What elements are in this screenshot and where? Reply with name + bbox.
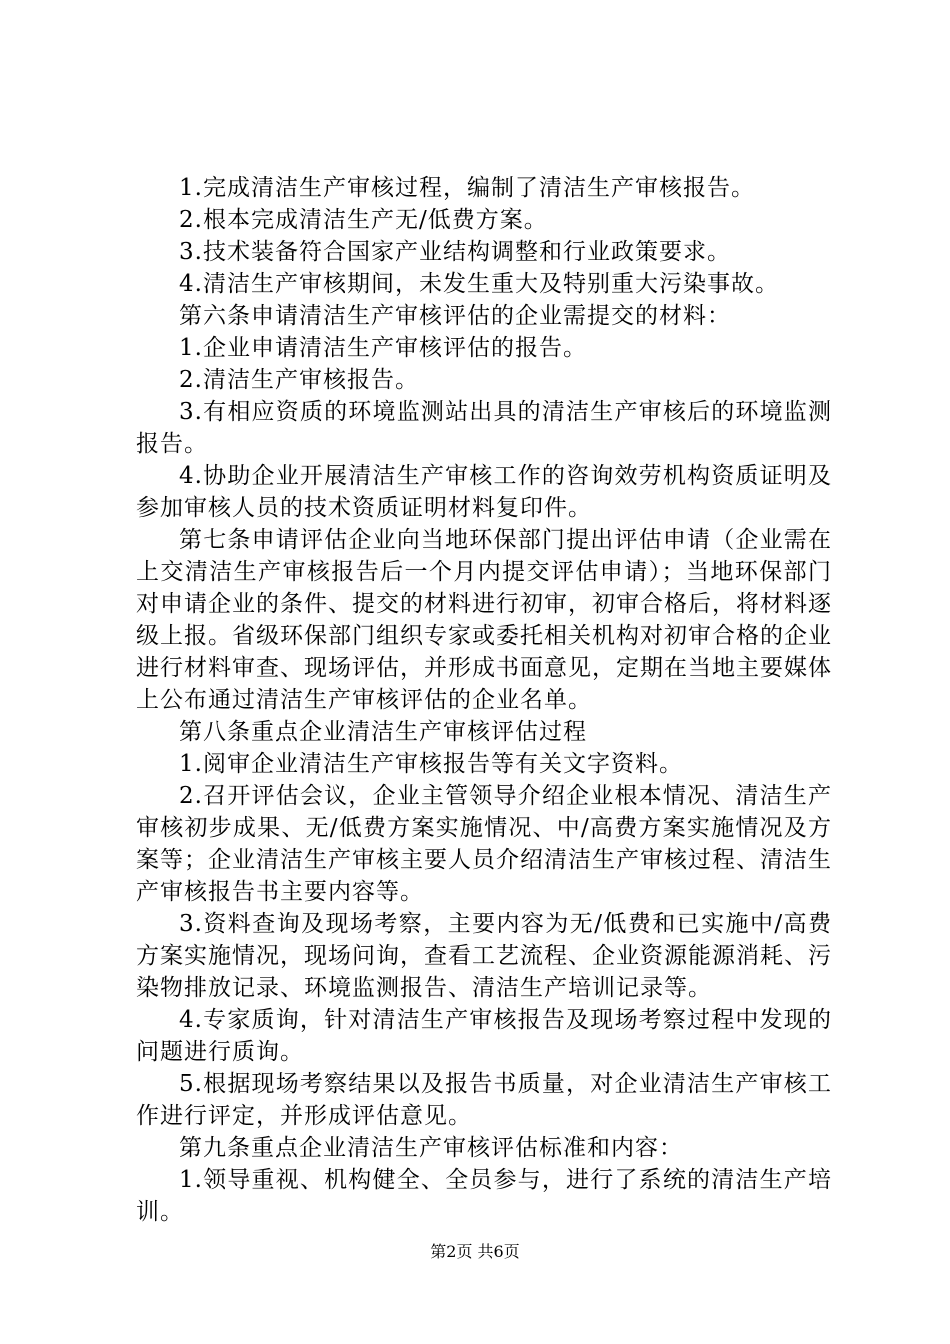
paragraph: 1.阅审企业清洁生产审核报告等有关文字资料。 — [179, 751, 683, 777]
paragraph: 4.专家质询，针对清洁生产审核报告及现场考察过程中发现的问题进行质询。 — [136, 1007, 832, 1065]
paragraph: 1.企业申请清洁生产审核评估的报告。 — [179, 335, 587, 361]
document-body — [0, 172, 950, 1228]
paragraph: 4.协助企业开展清洁生产审核工作的咨询效劳机构资质证明及参加审核人员的技术资质证明材料复印件。 — [136, 463, 832, 521]
paragraph: 3.资料查询及现场考察，主要内容为无/低费和已实施中/高费方案实施情况，现场问询，查看工艺流程、企业资源能源消耗、污染物排放记录、环境监测报告、清洁生产培训记录等。 — [136, 911, 832, 1001]
paragraph: 2.清洁生产审核报告。 — [179, 367, 419, 393]
paragraph: 3.技术装备符合国家产业结构调整和行业政策要求。 — [179, 239, 731, 265]
section-heading: 第七条申请评估企业向当地环保部门提出评估申请（企业需在上交清洁生产审核报告后一个月内提交评估申请）；当地环保部门对申请企业的条件、提交的材料进行初审，初审合格后，将材料逐级上报。省级环保部门组织专家或委托相关机构对初审合格的企业进行材料审查、现场评估，并形成书面意见，定期在当地主要媒体上公布通过清洁生产审核评估的企业名单。 — [136, 527, 832, 713]
paragraph: 1.领导重视、机构健全、全员参与，进行了系统的清洁生产培训。 — [136, 1167, 832, 1225]
paragraph: 5.根据现场考察结果以及报告书质量，对企业清洁生产审核工作进行评定，并形成评估意见。 — [136, 1071, 832, 1129]
section-heading: 第六条申请清洁生产审核评估的企业需提交的材料： — [179, 303, 731, 329]
paragraph: 2.召开评估会议，企业主管领导介绍企业根本情况、清洁生产审核初步成果、无/低费方案实施情况、中/高费方案实施情况及方案等；企业清洁生产审核主要人员介绍清洁生产审核过程、清洁生产审核报告书主要内容等。 — [136, 783, 832, 905]
section-heading: 第九条重点企业清洁生产审核评估标准和内容： — [179, 1135, 683, 1161]
page-number-footer: 第2页 共6页 — [430, 1242, 520, 1261]
section-heading: 第八条重点企业清洁生产审核评估过程 — [179, 719, 587, 745]
paragraph: 4.清洁生产审核期间，未发生重大及特别重大污染事故。 — [179, 271, 779, 297]
paragraph: 3.有相应资质的环境监测站出具的清洁生产审核后的环境监测报告。 — [136, 399, 832, 457]
paragraph: 2.根本完成清洁生产无/低费方案。 — [179, 207, 548, 233]
paragraph: 1.完成清洁生产审核过程，编制了清洁生产审核报告。 — [179, 175, 755, 201]
